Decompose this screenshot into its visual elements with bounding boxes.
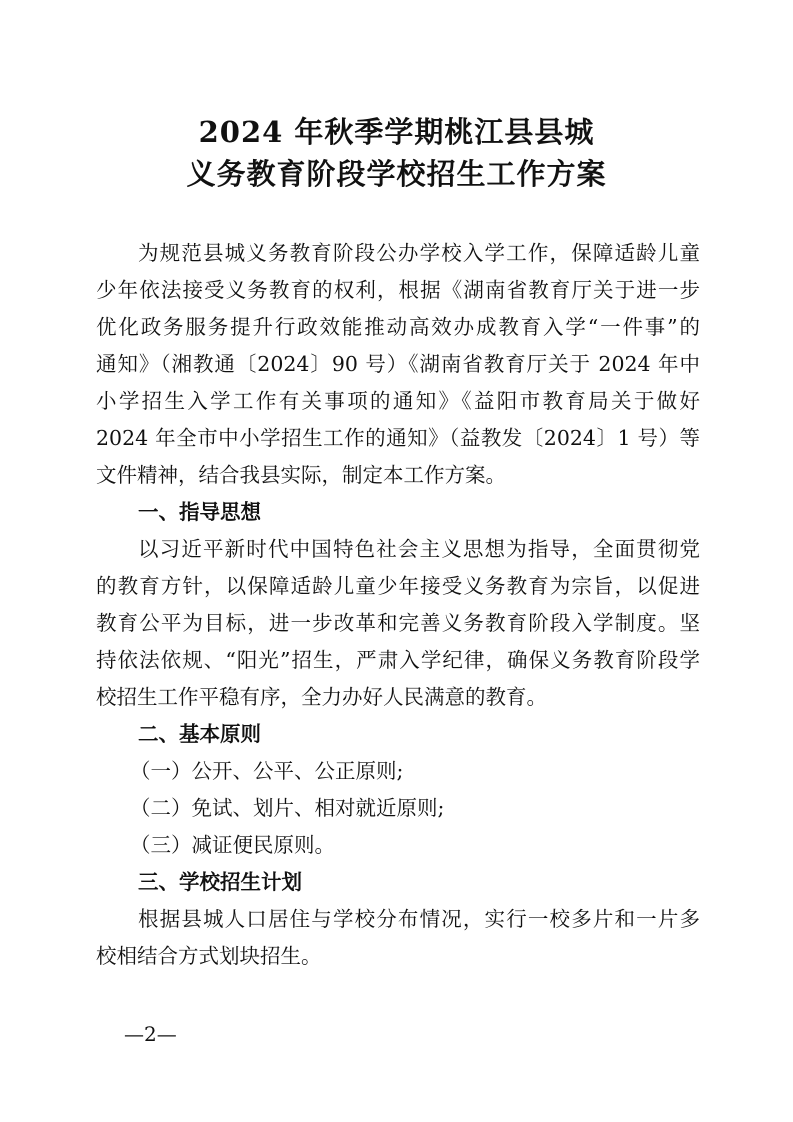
section-heading-enrollment-plan: 三、学校招生计划 [138,870,302,894]
principle-item-2: （二）免试、划片、相对就近原则; [130,796,445,820]
section1-line-5: 校招生工作平稳有序，全力办好人民满意的教育。 [96,685,547,709]
section1-line-1: 以习近平新时代中国特色社会主义思想为指导，全面贯彻党 [138,537,700,561]
intro-line-6: 2024 年全市中小学招生工作的通知》（益教发〔2024〕1 号）等 [96,426,700,450]
section3-line-2: 校相结合方式划块招生。 [96,944,322,968]
section1-line-3: 教育公平为目标，进一步改革和完善义务教育阶段入学制度。坚 [96,611,700,635]
principle-item-3: （三）减证便民原则。 [130,833,335,857]
section3-line-1: 根据县城人口居住与学校分布情况，实行一校多片和一片多 [138,907,700,931]
page-number: —2— [124,1022,177,1046]
document-title-line-1: 2024 年秋季学期桃江县县城 [198,115,595,149]
intro-line-3: 优化政务服务提升行政效能推动高效办成教育入学“一件事”的 [96,315,700,339]
intro-line-2: 少年依法接受义务教育的权利，根据《湖南省教育厅关于进一步 [96,278,700,302]
principle-item-1: （一）公开、公平、公正原则; [130,759,404,783]
intro-line-1: 为规范县城义务教育阶段公办学校入学工作，保障适龄儿童 [138,241,700,265]
section1-line-2: 的教育方针，以保障适龄儿童少年接受义务教育为宗旨，以促进 [96,574,700,598]
intro-line-7: 文件精神，结合我县实际，制定本工作方案。 [96,463,506,487]
section-heading-basic-principles: 二、基本原则 [138,722,261,746]
section1-line-4: 持依法依规、“阳光”招生，严肃入学纪律，确保义务教育阶段学 [96,648,700,672]
intro-line-4: 通知》（湘教通〔2024〕90 号）《湖南省教育厅关于 2024 年中 [96,352,700,376]
document-title-line-2: 义务教育阶段学校招生工作方案 [186,157,607,191]
intro-line-5: 小学招生入学工作有关事项的通知》《益阳市教育局关于做好 [96,389,700,413]
section-heading-guiding-ideology: 一、指导思想 [138,500,261,524]
